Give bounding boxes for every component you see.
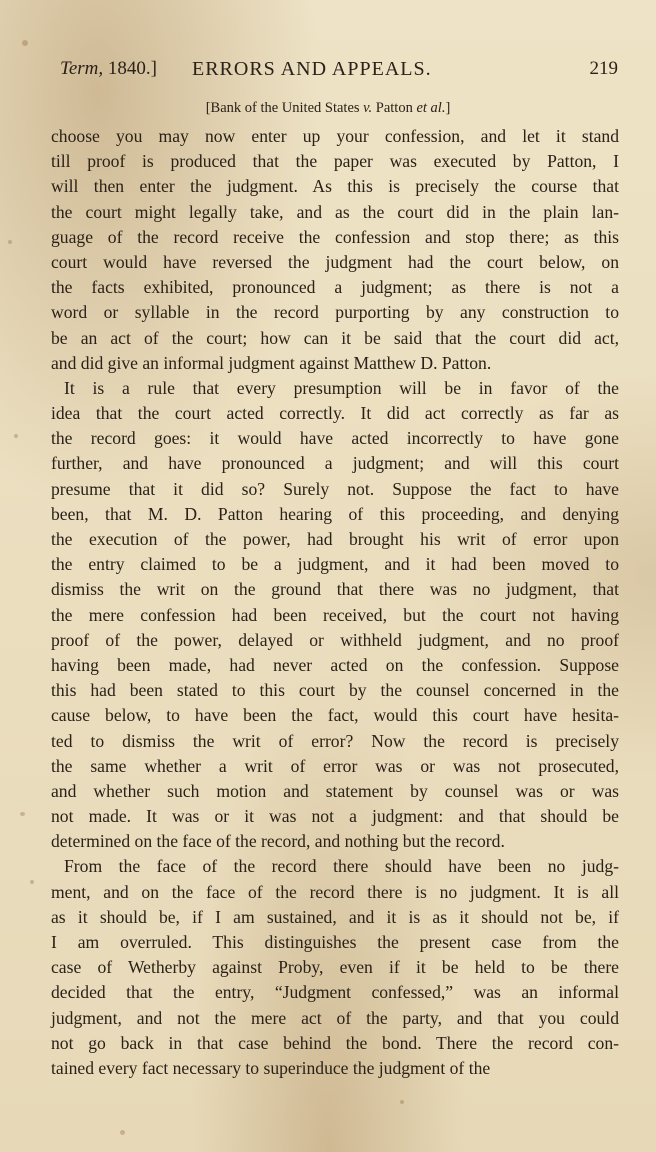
text-line: From the face of the record there should have been no judg- xyxy=(64,856,619,877)
header-title: ERRORS AND APPEALS. xyxy=(192,58,432,80)
text-line: choose you may now enter up your confession, and let it stand xyxy=(51,126,619,146)
text-line: and did give an informal judgment against Matthew D. Patton. xyxy=(51,352,492,373)
text-line: case of Wetherby against Proby, even if it be held to be there xyxy=(51,957,619,978)
text-line: the entry claimed to be a judgment, and it had been moved to xyxy=(51,554,619,575)
text-line: the record goes: it would have acted incorrectly to have gone xyxy=(51,428,619,449)
text-line: ment, and on the face of the record there is no judgment. It is all xyxy=(51,881,619,902)
header-term: Term, 1840.] xyxy=(60,58,157,79)
text-line: determined on the face of the record, and nothing but the record. xyxy=(51,831,505,852)
text-line: will then enter the judgment. As this is precisely the course that xyxy=(51,176,619,197)
text-line: word or syllable in the record purporting by any construction to xyxy=(51,302,619,323)
text-line: having been made, had never acted on the confession. Suppose xyxy=(51,654,619,675)
text-line: further, and have pronounced a judgment; and will this court xyxy=(51,453,619,474)
text-line: not made. It was or it was not a judgment: and that should be xyxy=(51,806,619,827)
text-line: ted to dismiss the writ of error? Now the record is precisely xyxy=(51,730,619,751)
running-header xyxy=(60,58,618,86)
foxing-spot xyxy=(14,434,18,438)
foxing-spot xyxy=(8,240,12,244)
case-caption: [Bank of the United States v. Patton et al.] xyxy=(205,100,451,116)
text-line: the facts exhibited, pronounced a judgment; as there is not a xyxy=(51,277,619,298)
text-line: presume that it did so? Surely not. Suppose the fact to have xyxy=(51,478,619,499)
text-line: this had been stated to this court by the counsel concerned in the xyxy=(51,680,619,701)
page-number: 219 xyxy=(589,58,618,79)
text-line: court would have reversed the judgment had the court below, on xyxy=(51,251,619,272)
foxing-spot xyxy=(22,40,28,46)
text-line: guage of the record receive the confession and stop there; as this xyxy=(51,226,619,247)
text-line: I am overruled. This distinguishes the present case from the xyxy=(51,932,619,952)
text-line: not go back in that case behind the bond. There the record con- xyxy=(51,1032,619,1053)
text-line: cause below, to have been the fact, would this court have hesita- xyxy=(51,705,619,726)
text-line: the execution of the power, had brought his writ of error upon xyxy=(51,529,619,549)
foxing-spot xyxy=(20,812,25,816)
text-line: till proof is produced that the paper was executed by Patton, I xyxy=(51,151,619,172)
text-line: decided that the entry, “Judgment confessed,” was an informal xyxy=(51,982,619,1003)
text-line: dismiss the writ on the ground that there was no judgment, that xyxy=(51,579,619,600)
text-line: be an act of the court; how can it be said that the court did act, xyxy=(51,327,619,348)
foxing-spot xyxy=(120,1130,125,1135)
foxing-spot xyxy=(400,1100,404,1104)
text-line: idea that the court acted correctly. It did act correctly as far as xyxy=(51,403,619,424)
text-line: the court might legally take, and as the court did in the plain lan- xyxy=(51,201,619,222)
text-line: been, that M. D. Patton hearing of this proceeding, and denying xyxy=(51,503,619,524)
body-text xyxy=(51,124,619,1081)
text-line: as it should be, if I am sustained, and it is as it should not be, if xyxy=(51,906,619,927)
text-line: tained every fact necessary to superinduce the judgment of the xyxy=(51,1057,491,1078)
text-line: the same whether a writ of error was or was not prosecuted, xyxy=(51,755,619,776)
text-line: It is a rule that every presumption will be in favor of the xyxy=(64,377,619,398)
text-line: the mere confession had been received, but the court not having xyxy=(51,604,619,625)
foxing-spot xyxy=(30,880,34,884)
text-line: and whether such motion and statement by counsel was or was xyxy=(51,780,619,801)
text-line: proof of the power, delayed or withheld judgment, and no proof xyxy=(51,629,619,650)
text-line: judgment, and not the mere act of the party, and that you could xyxy=(51,1007,619,1028)
